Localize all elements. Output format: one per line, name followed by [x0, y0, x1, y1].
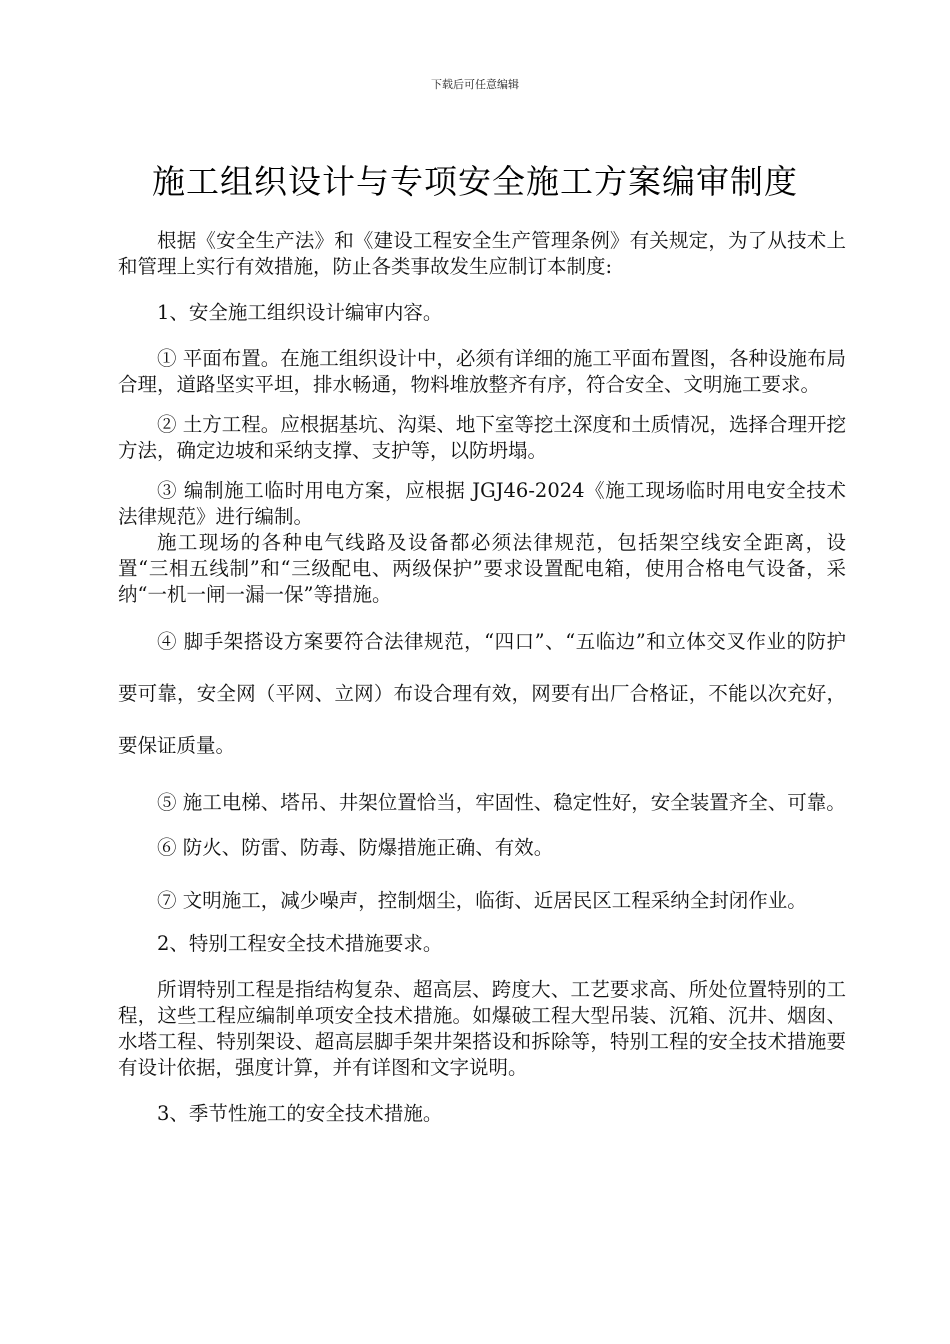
paragraph-item-2-earthwork: ② 土方工程。应根据基坑、沟渠、地下室等挖土深度和土质情况，选择合理开挖方法，确定边坡和采纳支撑、支护等，以防坍塌。 — [118, 413, 846, 462]
paragraph-item-3-power-plan: ③ 编制施工临时用电方案，应根据 JGJ46-2024《施工现场临时用电安全技术法律规范》进行编制。 — [118, 479, 846, 528]
paragraph-item-1-layout: ① 平面布置。在施工组织设计中，必须有详细的施工平面布置图，各种设施布局合理，道路坚实平坦，排水畅通，物料堆放整齐有序，符合安全、文明施工要求。 — [118, 347, 846, 396]
heading-section-1: 1、安全施工组织设计编审内容。 — [157, 301, 443, 324]
paragraph-item-6-fire: ⑥ 防火、防雷、防毒、防爆措施正确、有效。 — [157, 836, 554, 859]
paragraph-item-5-lifting: ⑤ 施工电梯、塔吊、井架位置恰当，牢固性、稳定性好，安全装置齐全、可靠。 — [157, 791, 846, 814]
document-title: 施工组织设计与专项安全施工方案编审制度 — [152, 162, 798, 201]
paragraph-special-projects: 所谓特别工程是指结构复杂、超高层、跨度大、工艺要求高、所处位置特别的工程，这些工程应编制单项安全技术措施。如爆破工程大型吊装、沉箱、沉井、烟囱、水塔工程、特别架设、超高层脚手架井架搭设和拆除等，特别工程的安全技术措施要有设计依据，强度计算，并有详图和文字说明。 — [118, 978, 846, 1079]
paragraph-item-4-scaffold: ④ 脚手架搭设方案要符合法律规范，“四口”、“五临边”和立体交叉作业的防护要可靠，安全网（平网、立网）布设合理有效，网要有出厂合格证，不能以次充好，要保证质量。 — [118, 630, 846, 757]
document-body — [118, 228, 846, 1127]
page-header-note: 下载后可任意编辑 — [431, 78, 519, 91]
heading-section-3: 3、季节性施工的安全技术措施。 — [157, 1102, 443, 1125]
heading-section-2: 2、特别工程安全技术措施要求。 — [157, 932, 443, 955]
paragraph-electrical-lines: 施工现场的各种电气线路及设备都必须法律规范，包括架空线安全距离，设置“三相五线制”和“三级配电、两级保护”要求设置配电箱，使用合格电气设备，采纳“一机一闸一漏一保”等措施。 — [118, 531, 846, 606]
paragraph-intro: 根据《安全生产法》和《建设工程安全生产管理条例》有关规定，为了从技术上和管理上实行有效措施，防止各类事故发生应制订本制度: — [118, 229, 846, 278]
paragraph-item-7-civilized: ⑦ 文明施工，减少噪声，控制烟尘，临街、近居民区工程采纳全封闭作业。 — [157, 889, 807, 912]
